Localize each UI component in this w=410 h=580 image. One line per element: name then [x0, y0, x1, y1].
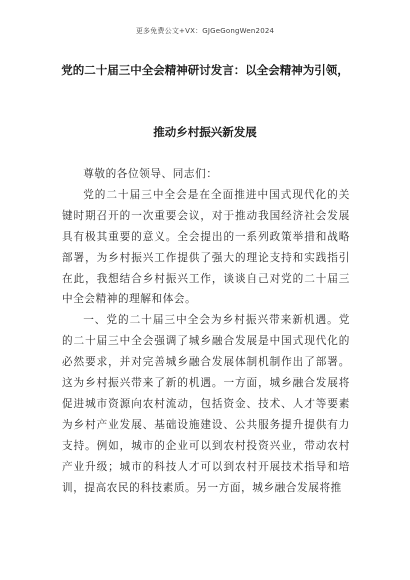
document-title-line-2: 推动乡村振兴新发展 [153, 125, 257, 139]
paragraph: 一、党的二十届三中全会为乡村振兴带来新机遇。党的二十届三中全会强调了城乡融合发展是中国式现代化的必然要求，并对完善城乡融合发展体制机制作出了部署。这为乡村振兴带来了新的机遇。一方面，城乡融合发展将促进城市资源向农村流动，包括资金、技术、人才等要素为乡村产业发展、基础设施建设、公共服务提升提供有力支持。例如，城市的企业可以到农村投资兴业，带动农村产业升级；城市的科技人才可以到农村开展技术指导和培训，提高农民的科技素质。另一方面，城乡融合发展将推 [62, 314, 350, 494]
document-title-line-1: 党的二十届三中全会精神研讨发言：以全会精神为引领， [61, 63, 349, 77]
paragraph: 党的二十届三中全会是在全面推进中国式现代化的关键时期召开的一次重要会议，对于推动我国经济社会发展具有极其重要的意义。全会提出的一系列政策举措和战略部署，为乡村振兴工作提供了强大的理论支持和实践指引在此，我想结合乡村振兴工作，谈谈自己对党的二十届三中全会精神的理解和体会。 [62, 188, 350, 306]
salutation: 尊敬的各位领导、同志们： [83, 168, 218, 180]
document-body [62, 164, 350, 499]
header-note: 更多免费公文+VX：GJGeGongWen2024 [135, 27, 275, 35]
